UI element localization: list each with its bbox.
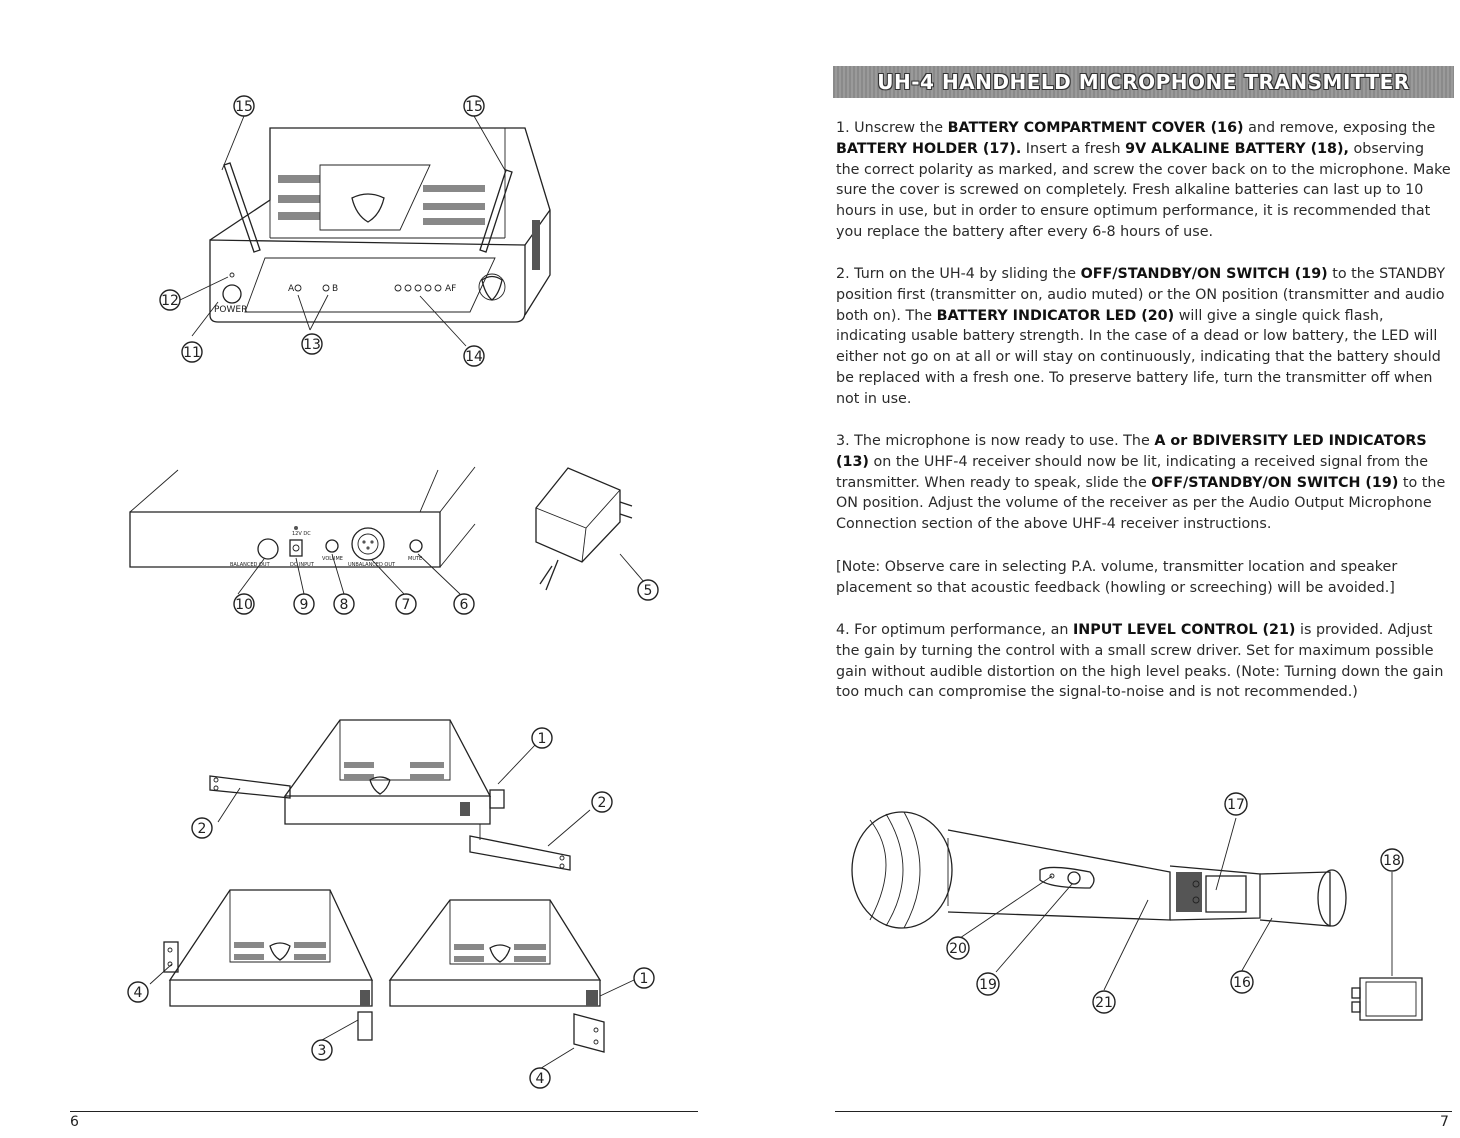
svg-text:2: 2 xyxy=(197,821,207,837)
receiver-rear-figure xyxy=(120,462,670,622)
svg-text:6: 6 xyxy=(459,597,469,613)
svg-text:21: 21 xyxy=(1095,995,1113,1011)
callout-8 xyxy=(334,594,354,614)
right-footer-rule xyxy=(835,1111,1452,1112)
svg-text:13: 13 xyxy=(303,337,321,353)
callout-13 xyxy=(302,334,322,354)
callout-1-single xyxy=(532,728,552,748)
callout-18 xyxy=(1381,849,1403,871)
svg-text:8: 8 xyxy=(339,597,349,613)
svg-text:15: 15 xyxy=(235,99,253,115)
section-title-bar xyxy=(833,66,1454,98)
svg-text:18: 18 xyxy=(1383,853,1401,869)
svg-text:12: 12 xyxy=(161,293,179,309)
callout-9 xyxy=(294,594,314,614)
rack-mount-dual-figure xyxy=(110,880,670,1095)
callout-6 xyxy=(454,594,474,614)
callout-4-right xyxy=(530,1068,550,1088)
svg-text:9: 9 xyxy=(299,597,309,613)
led-a-label: A xyxy=(288,284,295,294)
p2-text-c: will give a single quick flash, indicating usable battery strength. In the case of a dead or low battery, the LED will either not go on at all or will stay on continuously, indicating that the battery should be replaced with a fresh one. To preserve battery life, turn the transmitter off when not in use. xyxy=(836,307,1441,407)
callout-10 xyxy=(234,594,254,614)
volume-label: VOLUME xyxy=(322,556,343,562)
rack-mount-single-figure xyxy=(180,706,630,881)
p2-text-a: 2. Turn on the UH-4 by sliding the xyxy=(836,266,1081,282)
svg-text:3: 3 xyxy=(317,1043,327,1059)
svg-text:5: 5 xyxy=(643,583,653,599)
paragraph-2 xyxy=(836,264,1452,410)
callout-2-left xyxy=(192,818,212,838)
receiver-front-figure xyxy=(140,90,580,380)
p1-alkaline-battery: 9V ALKALINE BATTERY (18), xyxy=(1125,140,1349,157)
dc-voltage-label: 12V DC xyxy=(292,531,311,537)
p1-text-b: and remove, exposing the xyxy=(1243,120,1436,136)
p4-input-level: INPUT LEVEL CONTROL (21) xyxy=(1072,622,1296,638)
p2-battery-led: BATTERY INDICATOR LED (20) xyxy=(936,307,1175,324)
callout-5 xyxy=(638,580,658,600)
paragraph-3 xyxy=(836,431,1452,535)
svg-text:15: 15 xyxy=(465,99,483,115)
callout-2-right xyxy=(592,792,612,812)
svg-text:11: 11 xyxy=(183,345,201,361)
p1-battery-cover: BATTERY COMPARTMENT COVER (16) xyxy=(947,120,1244,136)
note-text: [Note: Observe care in selecting P.A. volume, transmitter location and speaker placement so that acoustic feedback (howling or screeching) will be avoided.] xyxy=(836,559,1398,596)
paragraph-1 xyxy=(836,118,1452,243)
svg-text:20: 20 xyxy=(949,941,967,957)
callout-4-left xyxy=(128,982,148,1002)
p3-diversity-led: A or BDIVERSITY LED INDICATORS (13) xyxy=(836,433,1427,470)
svg-text:17: 17 xyxy=(1227,797,1245,813)
led-b-label: B xyxy=(332,284,339,294)
svg-text:19: 19 xyxy=(979,977,997,993)
p1-text-c: Insert a fresh xyxy=(1021,140,1126,157)
callout-14 xyxy=(464,346,484,366)
af-label: AF xyxy=(445,284,457,294)
p3-text-b: on the UHF-4 receiver should now be lit, indicating a received signal from the transmitter. When ready to speak, slide the xyxy=(836,453,1429,491)
callout-21 xyxy=(1093,991,1115,1013)
right-page-number: 7 xyxy=(1440,1114,1449,1130)
callout-15a xyxy=(234,96,254,116)
callout-3 xyxy=(312,1040,332,1060)
mute-label: MUTE xyxy=(408,556,423,562)
p4-text-a: 4. For optimum performance, an xyxy=(836,622,1073,638)
unbalanced-out-label: UNBALANCED OUT xyxy=(348,562,396,568)
callout-11 xyxy=(182,342,202,362)
balanced-out-label: BALANCED OUT xyxy=(230,562,270,568)
callout-15b xyxy=(464,96,484,116)
svg-text:1: 1 xyxy=(639,971,649,987)
left-page-number: 6 xyxy=(70,1114,79,1130)
left-footer-rule xyxy=(70,1111,698,1112)
p3-text-a: 3. The microphone is now ready to use. The xyxy=(836,433,1155,449)
svg-text:14: 14 xyxy=(465,349,483,365)
callout-20 xyxy=(947,937,969,959)
callout-1-dual xyxy=(634,968,654,988)
svg-text:16: 16 xyxy=(1233,975,1251,991)
paragraph-note xyxy=(836,557,1452,599)
p1-text-a: 1. Unscrew the xyxy=(836,120,948,136)
paragraph-4 xyxy=(836,620,1452,703)
svg-text:10: 10 xyxy=(235,597,253,613)
p4-text-b: is provided. Adjust the gain by turning the control with a small screw driver. Set for maximum possible gain without audible distortion on the high level peaks. (Note: Turning down the gain too much can compromise the signal-to-noise and is not recommended.) xyxy=(836,622,1444,701)
power-label: POWER xyxy=(214,305,248,315)
section-title: UH-4 HANDHELD MICROPHONE TRANSMITTER xyxy=(877,70,1410,94)
microphone-figure xyxy=(840,780,1440,1065)
dc-input-label: DC INPUT xyxy=(290,562,314,568)
svg-text:2: 2 xyxy=(597,795,607,811)
p2-text-b: to the STANDBY position first (transmitter on, audio muted) or the ON position (transmitter and audio both on). The xyxy=(836,266,1446,324)
p3-text-c: to the ON position. Adjust the volume of the receiver as per the Audio Output Microphone Connection section of the above UHF-4 receiver instructions. xyxy=(836,474,1446,533)
p1-battery-holder: BATTERY HOLDER (17). xyxy=(836,140,1022,157)
callout-7 xyxy=(396,594,416,614)
callout-12 xyxy=(160,290,180,310)
svg-text:7: 7 xyxy=(401,597,411,613)
p2-switch: OFF/STANDBY/ON SWITCH (19) xyxy=(1080,266,1328,282)
p1-text-d: observing the correct polarity as marked, and screw the cover back on to the microphone. Make sure the cover is screwed on completely. Fresh alkaline batteries can last up to 10 hours in use, but in order to ensure optimum performance, it is recommended that you replace the battery after every 6-8 hours of use. xyxy=(836,140,1451,240)
callout-17 xyxy=(1225,793,1247,815)
svg-text:4: 4 xyxy=(535,1071,545,1087)
callout-19 xyxy=(977,973,999,995)
p3-switch: OFF/STANDBY/ON SWITCH (19) xyxy=(1151,474,1399,491)
svg-text:4: 4 xyxy=(133,985,143,1001)
svg-text:1: 1 xyxy=(537,731,547,747)
callout-16 xyxy=(1231,971,1253,993)
